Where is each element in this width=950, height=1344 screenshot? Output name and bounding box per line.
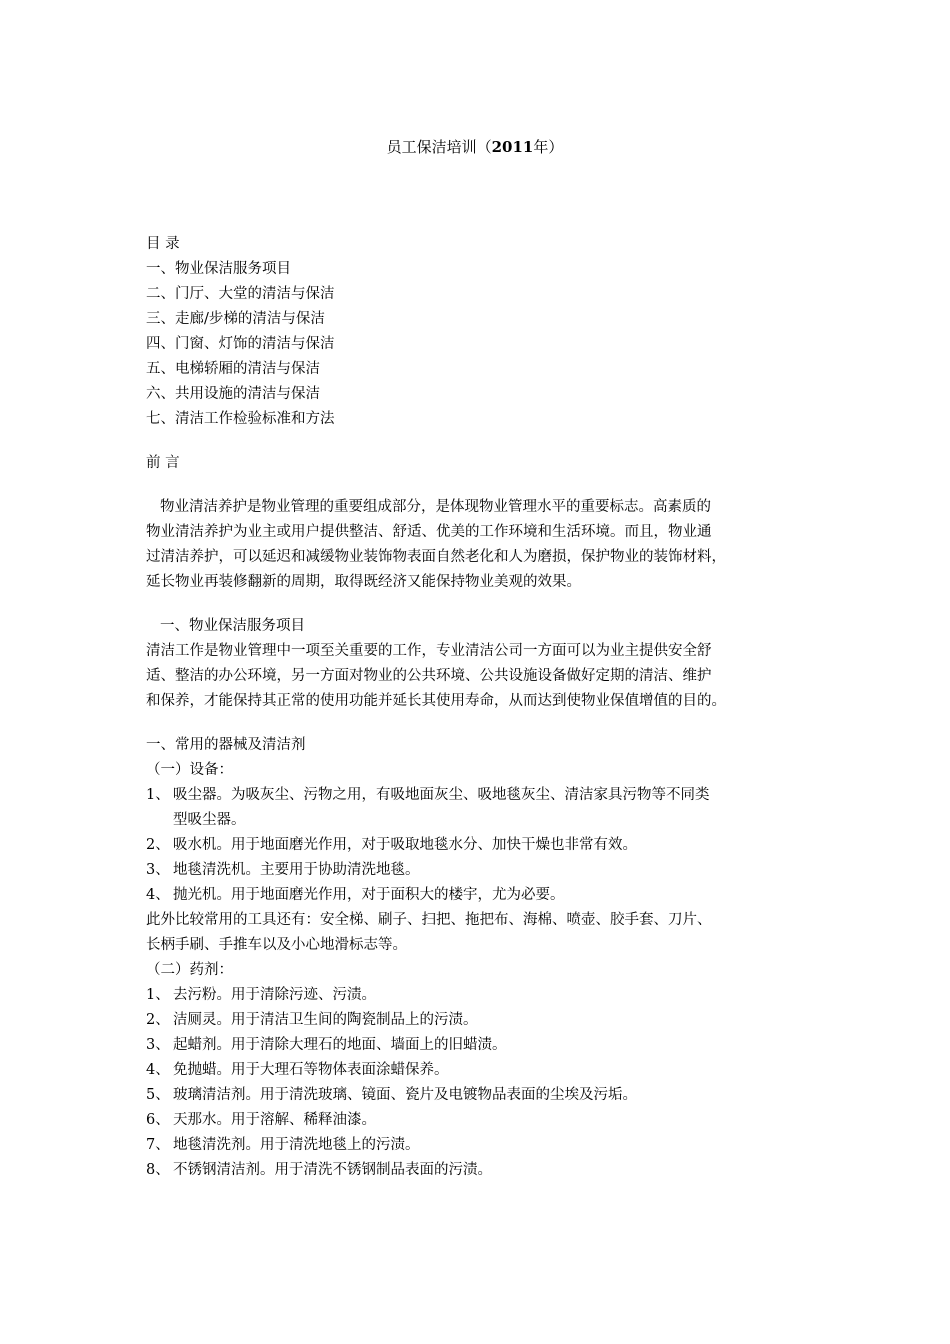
document-title [0, 135, 950, 159]
toc-item: 六、共用设施的清洁与保洁 [146, 386, 320, 402]
item-number: 3、 [146, 1037, 170, 1053]
item-number: 1、 [146, 987, 170, 1003]
item-text: 洁厕灵。用于清洁卫生间的陶瓷制品上的污渍。 [173, 1012, 478, 1028]
item-text: 不锈钢清洁剂。用于清洗不锈钢制品表面的污渍。 [173, 1162, 492, 1178]
item-number: 5、 [146, 1087, 170, 1103]
item-text: 地毯清洗剂。用于清洗地毯上的污渍。 [173, 1137, 420, 1153]
spacer [146, 432, 826, 451]
title-prefix: 员工保洁培训（ [386, 138, 492, 156]
item-text: 天那水。用于溶解、稀释油漆。 [173, 1112, 376, 1128]
chemical-item [146, 1158, 826, 1183]
equipment-item [146, 883, 826, 908]
section1-line: 适、整洁的办公环境，另一方面对物业的公共环境、公共设施设备做好定期的清洁、维护 [146, 668, 712, 684]
item-text: 吸尘器。为吸灰尘、污物之用，有吸地面灰尘、吸地毯灰尘、清洁家具污物等不同类 [173, 787, 710, 803]
item-number: 3、 [146, 862, 170, 878]
equipment-item [146, 858, 826, 883]
item-number: 2、 [146, 837, 170, 853]
item-text: 去污粉。用于清除污迹、污渍。 [173, 987, 376, 1003]
item-text: 吸水机。用于地面磨光作用，对于吸取地毯水分、加快干燥也非常有效。 [173, 837, 637, 853]
spacer [146, 714, 826, 733]
section1-line: 清洁工作是物业管理中一项至关重要的工作，专业清洁公司一方面可以为业主提供安全舒 [146, 643, 712, 659]
preface-line: 过清洁养护，可以延迟和减缓物业装饰物表面自然老化和人为磨损，保护物业的装饰材料， [146, 549, 726, 565]
chemical-item [146, 1033, 826, 1058]
item-number: 7、 [146, 1137, 170, 1153]
section1-line: 和保养，才能保持其正常的使用功能并延长其使用寿命，从而达到使物业保值增值的目的。 [146, 693, 726, 709]
toc-item: 四、门窗、灯饰的清洁与保洁 [146, 336, 335, 352]
toc-item: 三、走廊/步梯的清洁与保洁 [146, 311, 325, 327]
item-number: 6、 [146, 1112, 170, 1128]
section1-heading: 一、物业保洁服务项目 [160, 618, 305, 634]
other-tools-line: 长柄手刷、手推车以及小心地滑标志等。 [146, 937, 407, 953]
toc-item: 二、门厅、大堂的清洁与保洁 [146, 286, 335, 302]
chemical-item [146, 1133, 826, 1158]
preface-line: 物业清洁养护是物业管理的重要组成部分，是体现物业管理水平的重要标志。高素质的 [160, 499, 711, 515]
equipment-heading: （一）设备： [146, 762, 233, 778]
item-number: 1、 [146, 787, 170, 803]
spacer [146, 476, 826, 495]
preface-line: 物业清洁养护为业主或用户提供整洁、舒适、优美的工作环境和生活环境。而且，物业通 [146, 524, 712, 540]
equipment-item [146, 783, 826, 808]
item-text: 起蜡剂。用于清除大理石的地面、墙面上的旧蜡渍。 [173, 1037, 507, 1053]
chemicals-heading: （二）药剂： [146, 962, 233, 978]
document-body [146, 232, 826, 1183]
equipment-item [146, 833, 826, 858]
title-year: 2011 [491, 138, 534, 156]
other-tools-line: 此外比较常用的工具还有：安全梯、刷子、扫把、拖把布、海棉、喷壶、胶手套、刀片、 [146, 912, 712, 928]
spacer [146, 595, 826, 614]
item-text: 抛光机。用于地面磨光作用，对于面积大的楼宇，尤为必要。 [173, 887, 565, 903]
toc-item: 一、物业保洁服务项目 [146, 261, 291, 277]
item-text: 地毯清洗机。主要用于协助清洗地毯。 [173, 862, 420, 878]
toc-item: 七、清洁工作检验标准和方法 [146, 411, 335, 427]
chemical-item [146, 1108, 826, 1133]
toc-heading: 目 录 [146, 236, 180, 252]
chemical-item [146, 1083, 826, 1108]
item-number: 4、 [146, 1062, 170, 1078]
title-suffix: 年） [533, 138, 564, 156]
preface-heading: 前 言 [146, 455, 180, 471]
chemical-item [146, 1058, 826, 1083]
item-text: 免抛蜡。用于大理石等物体表面涂蜡保养。 [173, 1062, 449, 1078]
toc-item: 五、电梯轿厢的清洁与保洁 [146, 361, 320, 377]
preface-line: 延长物业再装修翻新的周期，取得既经济又能保持物业美观的效果。 [146, 574, 581, 590]
tools-heading: 一、常用的器械及清洁剂 [146, 737, 306, 753]
item-text-continued: 型吸尘器。 [173, 812, 246, 828]
chemical-item [146, 983, 826, 1008]
item-number: 4、 [146, 887, 170, 903]
chemical-item [146, 1008, 826, 1033]
item-number: 8、 [146, 1162, 170, 1178]
item-text: 玻璃清洁剂。用于清洗玻璃、镜面、瓷片及电镀物品表面的尘埃及污垢。 [173, 1087, 637, 1103]
item-number: 2、 [146, 1012, 170, 1028]
